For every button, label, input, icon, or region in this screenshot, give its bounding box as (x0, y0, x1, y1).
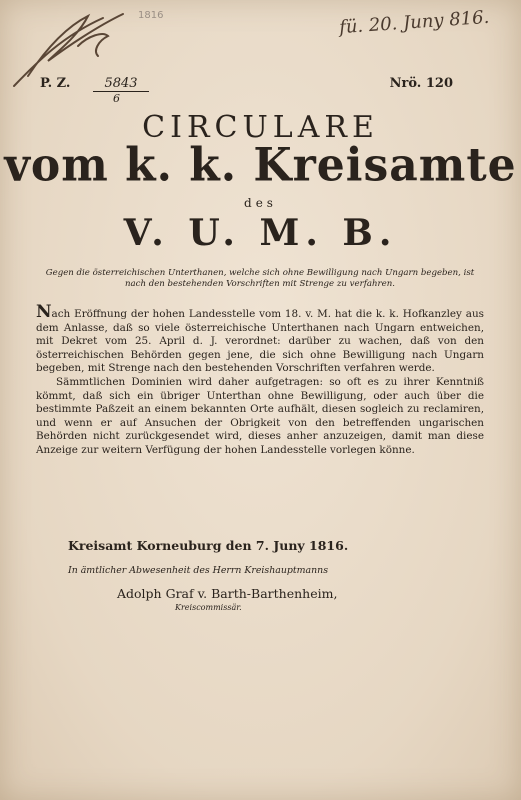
signatory-name: Adolph Graf v. Barth-Barthenheim, (117, 586, 338, 601)
des-connector: des (244, 196, 277, 210)
paragraph-1 (36, 302, 484, 376)
circular-number: Nrö. 120 (389, 76, 453, 91)
paragraph-2: Sämmtlichen Dominien wird daher aufgetragen: so oft es zu ihrer Kenntniß kömmt, daß sich ein übriger Unterthan ohne Bewilligung, oder auch über die bestimmte Paßzeit an einem bekannten Orte aufhält, diesen sogleich zu reclamiren, und wenn er auf Ansuchen der Obrigkeit von den betreffenden ungarischen Behörden nicht zurückgesendet wird, dieses anher anzuzeigen, damit man diese Anzeige zur weitern Verfügung der hohen Landesstelle vorlegen könne. (36, 375, 484, 456)
absence-line: In ämtlicher Abwesenheit des Herrn Kreishauptmanns (68, 565, 329, 576)
document-subtitle: vom k. k. Kreisamte (4, 138, 517, 193)
reference-number (40, 76, 149, 92)
drop-cap: N (36, 302, 52, 322)
pz-number: 5843 (93, 76, 149, 92)
pencil-year-note: 1816 (138, 10, 164, 21)
district-name: V. U. M. B. (123, 212, 398, 254)
paragraph-1-text: ach Eröffnung der hohen Landesstelle vom 18. v. M. hat die k. k. Hofkanzley aus dem Anlasse, daß so viele österreichische Unterthanen nach Ungarn entweichen, mit Dekret vom 25. April d. J. verordnet: darüber zu wachen, daß von den österreichischen Behörden gegen jene, die sich ohne Bewilligung nach Ungarn begeben, mit Strenge nach den bestehenden Vorschriften verfahren werde. (36, 308, 484, 375)
signatory-role: Kreiscommissär. (175, 603, 242, 612)
document-title: CIRCULARE (142, 110, 379, 145)
body-text (36, 302, 484, 458)
place-date-line: Kreisamt Korneuburg den 7. Juny 1816. (68, 538, 349, 553)
handwritten-date-note: fü. 20. Juny 816. (338, 6, 490, 39)
summary-text: Gegen die österreichischen Unterthanen, welche sich ohne Bewilligung nach Ungarn begeben, ist nach den bestehenden Vorschriften mit Strenge zu verfahren. (45, 268, 475, 289)
pz-sub-number: 6 (113, 92, 120, 105)
pz-label: P. Z. (40, 76, 71, 91)
